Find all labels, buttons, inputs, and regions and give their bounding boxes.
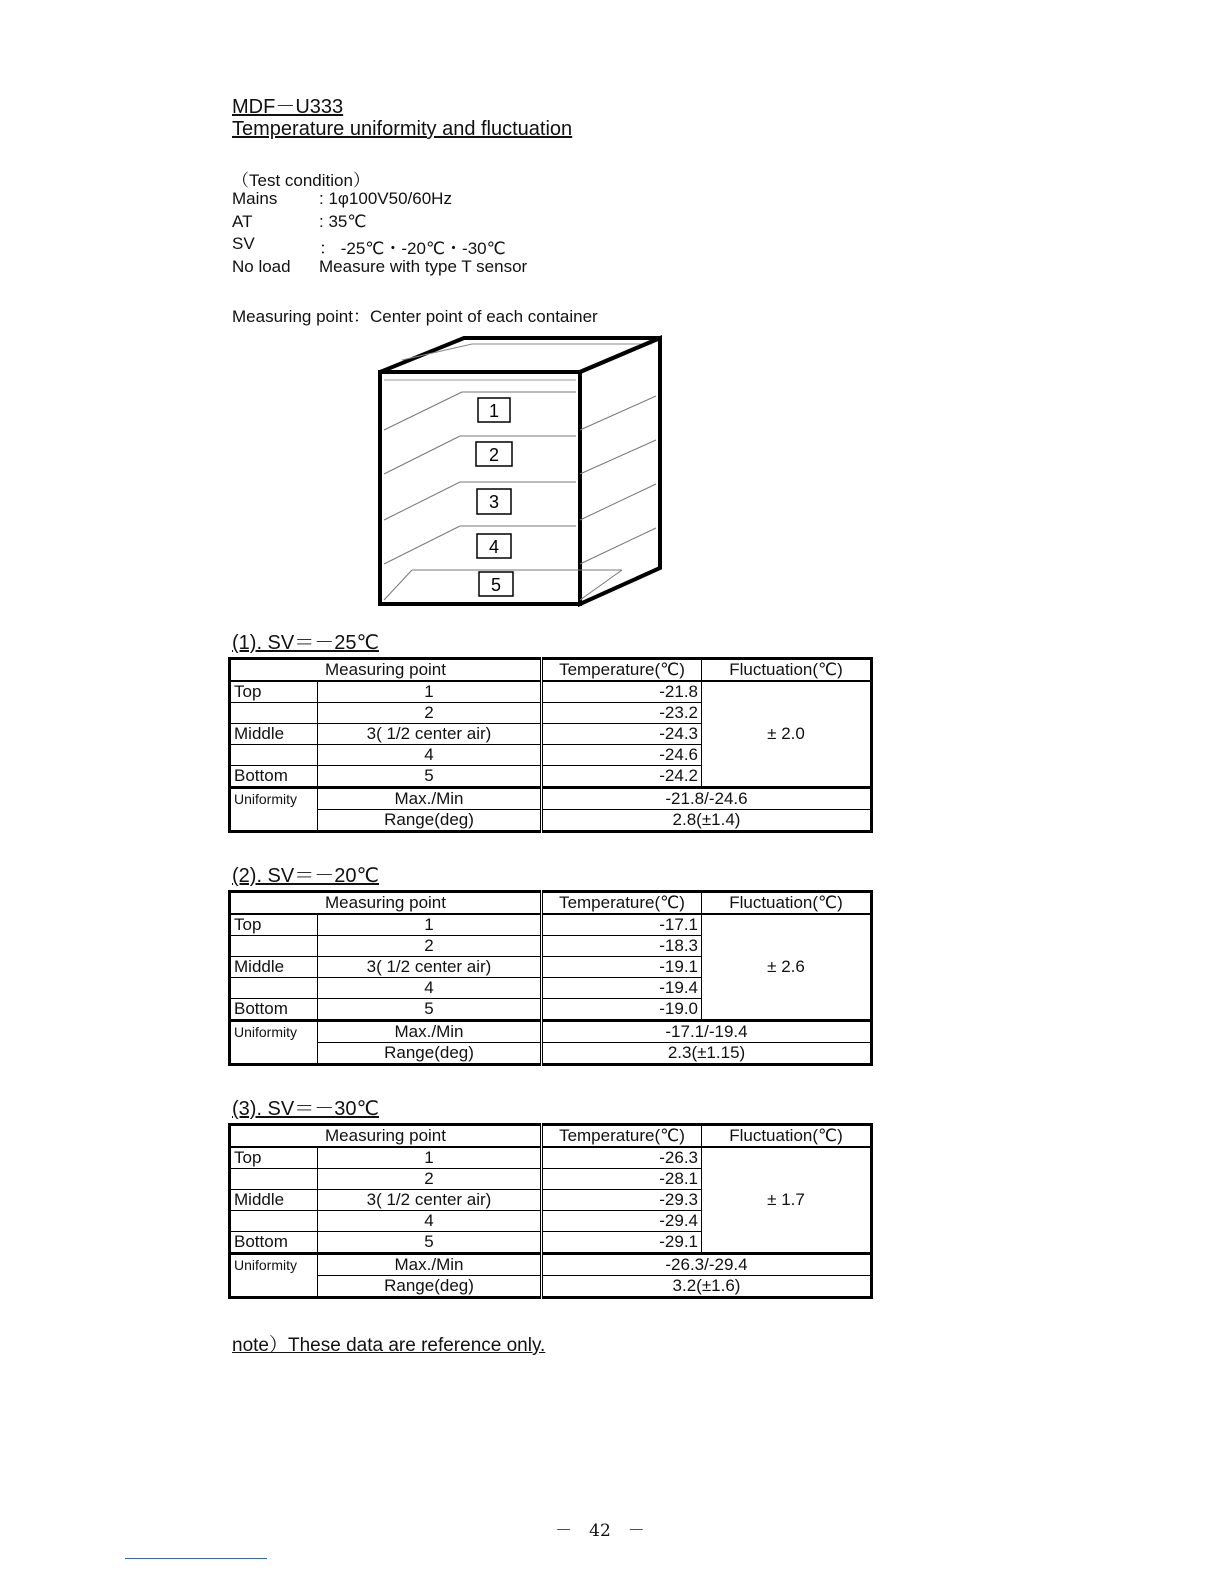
fluctuation-cell: ± 2.0 (702, 681, 872, 788)
point-cell: 3( 1/2 center air) (318, 957, 542, 978)
temperature-cell: -29.3 (542, 1190, 702, 1211)
position-cell: Top (230, 1147, 318, 1169)
point-cell: 5 (318, 766, 542, 788)
shelf-label-1: 1 (488, 401, 500, 421)
results-table-3 (228, 1123, 873, 1299)
position-cell: Bottom (230, 766, 318, 788)
position-cell: Middle (230, 957, 318, 978)
point-cell: 3( 1/2 center air) (318, 1190, 542, 1211)
range-value: 2.3(±1.15) (542, 1043, 872, 1065)
point-cell: 4 (318, 745, 542, 766)
test-condition-heading: （Test condition） (232, 171, 370, 190)
point-cell: 4 (318, 1211, 542, 1232)
point-cell: 1 (318, 914, 542, 936)
condition-value: ： -25℃・-20℃・-30℃ (319, 239, 506, 258)
uniformity-row (230, 788, 872, 810)
point-cell: 2 (318, 1169, 542, 1190)
condition-value: : 1φ100V50/60Hz (319, 189, 452, 208)
shelf-marker-2 (476, 442, 512, 466)
maxmin-label: Max./Min (318, 1254, 542, 1276)
temperature-cell: -29.4 (542, 1211, 702, 1232)
fluctuation-cell: ± 1.7 (702, 1147, 872, 1254)
shelf-marker-1 (478, 398, 510, 422)
temperature-cell: -18.3 (542, 936, 702, 957)
header-temperature: Temperature(℃) (542, 892, 702, 915)
table-row (230, 1147, 872, 1169)
section-heading-2: (2). SV＝－20℃ (232, 865, 379, 887)
maxmin-value: -17.1/-19.4 (542, 1021, 872, 1043)
shelf-marker-3 (477, 489, 511, 514)
position-cell: Top (230, 914, 318, 936)
condition-label: SV (232, 234, 255, 253)
position-cell (230, 745, 318, 766)
point-cell: 2 (318, 936, 542, 957)
shelf-label-5: 5 (490, 575, 502, 595)
position-cell (230, 978, 318, 999)
position-cell (230, 936, 318, 957)
point-cell: 2 (318, 703, 542, 724)
section-heading-3: (3). SV＝－30℃ (232, 1098, 379, 1120)
temperature-cell: -19.1 (542, 957, 702, 978)
section-heading-1: (1). SV＝－25℃ (232, 632, 379, 654)
range-label: Range(deg) (318, 1043, 542, 1065)
header-temperature: Temperature(℃) (542, 659, 702, 682)
position-cell (230, 1211, 318, 1232)
header-measuring-point: Measuring point (230, 659, 542, 682)
page-number: － 42 － (555, 1521, 645, 1541)
range-value: 2.8(±1.4) (542, 810, 872, 832)
position-cell: Bottom (230, 999, 318, 1021)
range-value: 3.2(±1.6) (542, 1276, 872, 1298)
position-cell: Bottom (230, 1232, 318, 1254)
document-subtitle: Temperature uniformity and fluctuation (232, 118, 573, 140)
temperature-cell: -26.3 (542, 1147, 702, 1169)
uniformity-row (230, 1254, 872, 1276)
shelf-label-2: 2 (488, 445, 500, 465)
position-cell (230, 703, 318, 724)
point-cell: 5 (318, 1232, 542, 1254)
shelf-marker-5 (479, 572, 513, 596)
table-header-row (230, 659, 872, 682)
position-cell: Top (230, 681, 318, 703)
condition-label: Mains (232, 189, 278, 208)
header-temperature: Temperature(℃) (542, 1125, 702, 1148)
model-title: MDF－U333 (232, 96, 344, 118)
point-cell: 5 (318, 999, 542, 1021)
header-fluctuation: Fluctuation(℃) (702, 892, 872, 915)
measuring-point-description: Measuring point：Center point of each container (232, 307, 598, 326)
uniformity-row (230, 810, 872, 832)
temperature-cell: -24.2 (542, 766, 702, 788)
shelf-marker-4 (477, 534, 511, 558)
fluctuation-cell: ± 2.6 (702, 914, 872, 1021)
temperature-cell: -29.1 (542, 1232, 702, 1254)
maxmin-label: Max./Min (318, 1021, 542, 1043)
table-row (230, 681, 872, 703)
uniformity-row (230, 1021, 872, 1043)
temperature-cell: -24.3 (542, 724, 702, 745)
temperature-cell: -19.4 (542, 978, 702, 999)
table-header-row (230, 892, 872, 915)
table-header-row (230, 1125, 872, 1148)
uniformity-row (230, 1276, 872, 1298)
position-cell: Middle (230, 724, 318, 745)
reference-note: note）These data are reference only. (232, 1335, 546, 1356)
point-cell: 1 (318, 1147, 542, 1169)
point-cell: 4 (318, 978, 542, 999)
header-fluctuation: Fluctuation(℃) (702, 1125, 872, 1148)
header-measuring-point: Measuring point (230, 1125, 542, 1148)
temperature-cell: -17.1 (542, 914, 702, 936)
cabinet-diagram (372, 332, 672, 612)
results-table-2 (228, 890, 873, 1066)
range-label: Range(deg) (318, 1276, 542, 1298)
temperature-cell: -24.6 (542, 745, 702, 766)
temperature-cell: -21.8 (542, 681, 702, 703)
temperature-cell: -28.1 (542, 1169, 702, 1190)
maxmin-value: -26.3/-29.4 (542, 1254, 872, 1276)
condition-value: : 35℃ (319, 212, 367, 231)
cabinet-right-side (580, 338, 660, 604)
maxmin-value: -21.8/-24.6 (542, 788, 872, 810)
uniformity-row (230, 1043, 872, 1065)
range-label: Range(deg) (318, 810, 542, 832)
header-fluctuation: Fluctuation(℃) (702, 659, 872, 682)
temperature-cell: -23.2 (542, 703, 702, 724)
position-cell (230, 1169, 318, 1190)
shelf-label-3: 3 (488, 492, 500, 512)
uniformity-label: Uniformity (230, 1254, 318, 1298)
header-measuring-point: Measuring point (230, 892, 542, 915)
table-row (230, 914, 872, 936)
uniformity-label: Uniformity (230, 1021, 318, 1065)
condition-value: Measure with type T sensor (319, 257, 528, 276)
temperature-cell: -19.0 (542, 999, 702, 1021)
uniformity-label: Uniformity (230, 788, 318, 832)
condition-label: AT (232, 212, 253, 231)
shelf-label-4: 4 (488, 537, 500, 557)
point-cell: 1 (318, 681, 542, 703)
results-table-1 (228, 657, 873, 833)
footer-rule (125, 1558, 267, 1559)
point-cell: 3( 1/2 center air) (318, 724, 542, 745)
maxmin-label: Max./Min (318, 788, 542, 810)
condition-label: No load (232, 257, 291, 276)
position-cell: Middle (230, 1190, 318, 1211)
